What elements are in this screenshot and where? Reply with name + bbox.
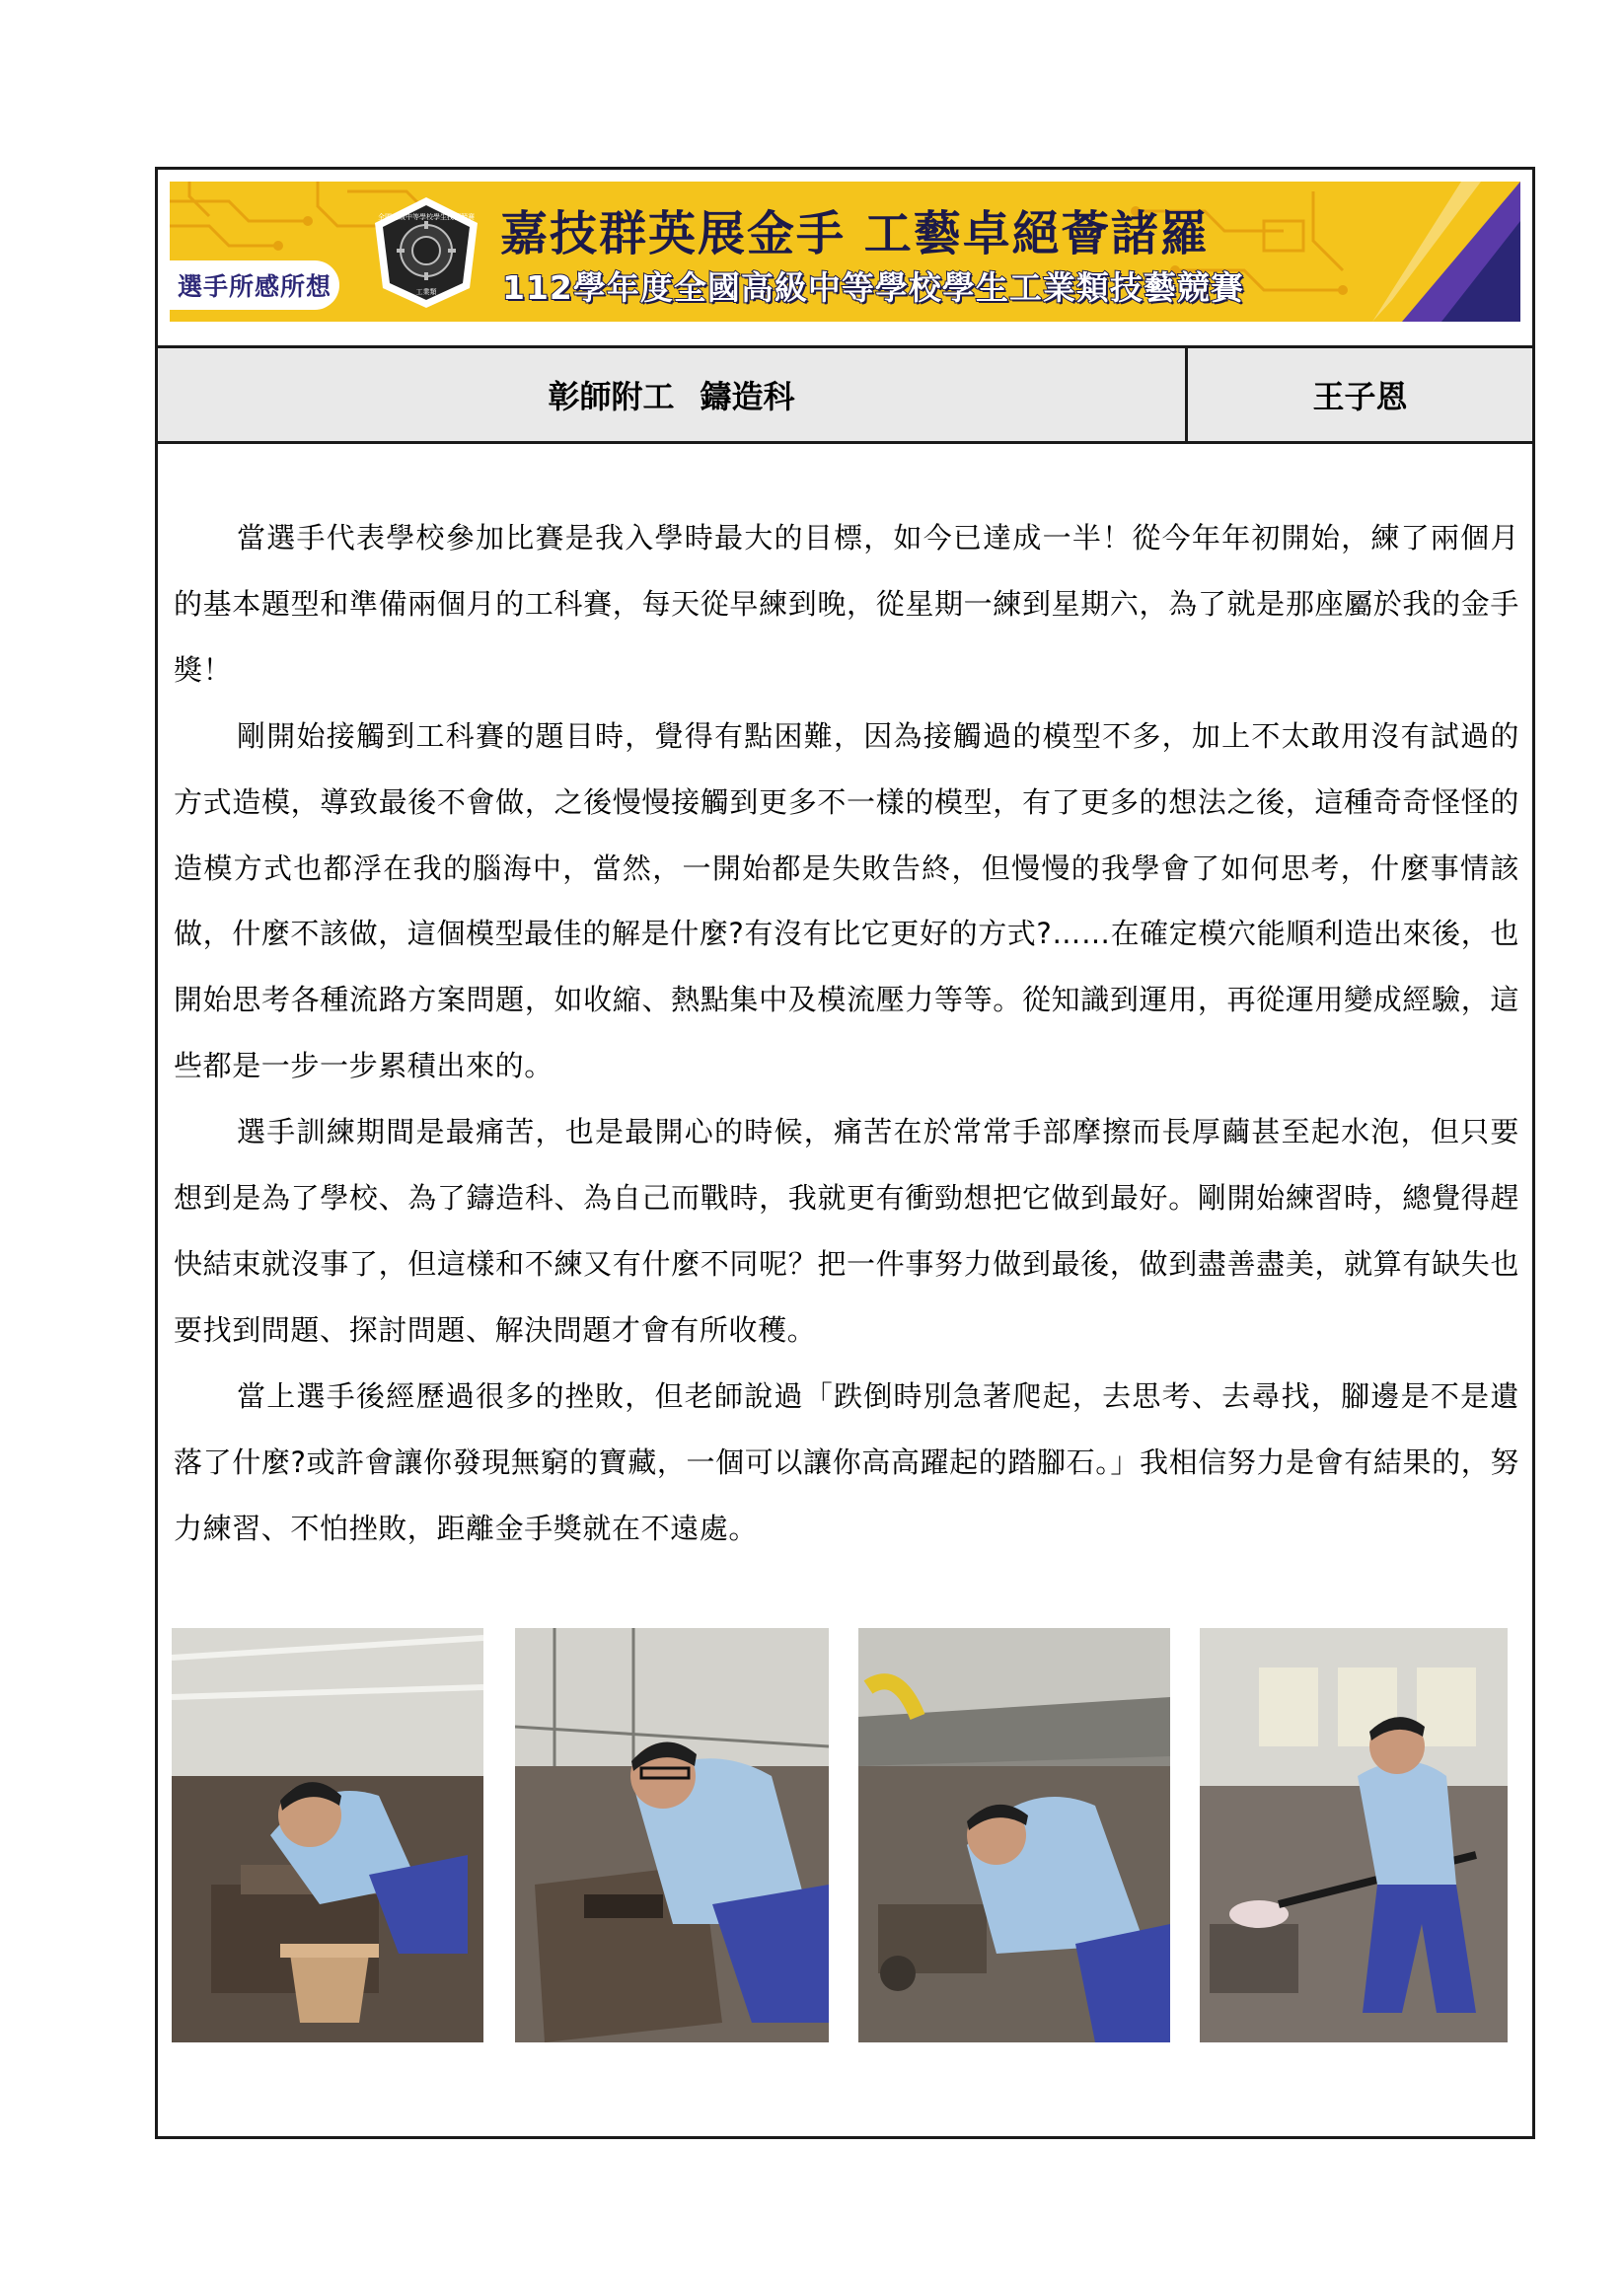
competition-emblem-icon <box>367 193 485 312</box>
photo-4 <box>1200 1628 1508 2042</box>
banner-subtitle: 112學年度全國高級中等學校學生工業類技藝競賽 <box>502 268 1244 307</box>
school-name: 彰師附工 <box>548 378 675 415</box>
paragraph: 選手訓練期間是最痛苦，也是最開心的時候，痛苦在於常常手部摩擦而長厚繭甚至起水泡，但只要想到是為了學校、為了鑄造科、為自己而戰時，我就更有衝勁想把它做到最好。剛開始練習時，總覺得趕快結束就沒事了，但這樣和不練又有什麼不同呢？把一件事努力做到最後，做到盡善盡美，就算有缺失也要找到問題、探討問題、解決問題才會有所收穫。 <box>174 1115 1519 1347</box>
reflection-text <box>174 505 1519 1562</box>
student-name: 王子恩 <box>1312 378 1408 415</box>
purple-wedge-decoration <box>1313 182 1520 322</box>
paragraph: 剛開始接觸到工科賽的題目時，覺得有點困難，因為接觸過的模型不多，加上不太敢用沒有試過的方式造模，導致最後不會做，之後慢慢接觸到更多不一樣的模型，有了更多的想法之後，這種奇奇怪怪的造模方式也都浮在我的腦海中，當然，一開始都是失敗告終，但慢慢的我學會了如何思考，什麼事情該做，什麼不該做，這個模型最佳的解是什麼?有沒有比它更好的方式?……在確定模穴能順利造出來後，也開始思考各種流路方案問題，如收縮、熱點集中及模流壓力等等。從知識到運用，再從運用變成經驗，這些都是一步一步累積出來的。 <box>174 718 1519 1083</box>
section-tag: 選手所感所想 <box>170 260 339 310</box>
banner-title: 嘉技群英展金手 工藝卓絕薈諸羅 <box>500 206 1210 261</box>
school-department-cell <box>158 348 1188 441</box>
info-header-row <box>158 345 1532 444</box>
emblem-top-text: 全國高級中等學校學生技藝競賽 <box>378 213 475 221</box>
photo-3 <box>858 1628 1170 2042</box>
emblem-bottom-text: 工業類 <box>415 288 437 296</box>
paragraph: 當選手代表學校參加比賽是我入學時最大的目標，如今已達成一半！從今年年初開始，練了兩個月的基本題型和準備兩個月的工科賽，每天從早練到晚，從星期一練到星期六，為了就是那座屬於我的金手獎！ <box>174 521 1519 687</box>
photo-1 <box>172 1628 483 2042</box>
paragraph: 當上選手後經歷過很多的挫敗，但老師說過「跌倒時別急著爬起，去思考、去尋找，腳邊是不是遺落了什麼?或許會讓你發現無窮的寶藏，一個可以讓你高高躍起的踏腳石。」我相信努力是會有結果的，努力練習、不怕挫敗，距離金手獎就在不遠處。 <box>174 1378 1520 1545</box>
competition-banner <box>170 182 1520 322</box>
department-name: 鑄造科 <box>700 378 795 415</box>
page-frame <box>155 167 1535 2139</box>
photo-2 <box>515 1628 829 2042</box>
